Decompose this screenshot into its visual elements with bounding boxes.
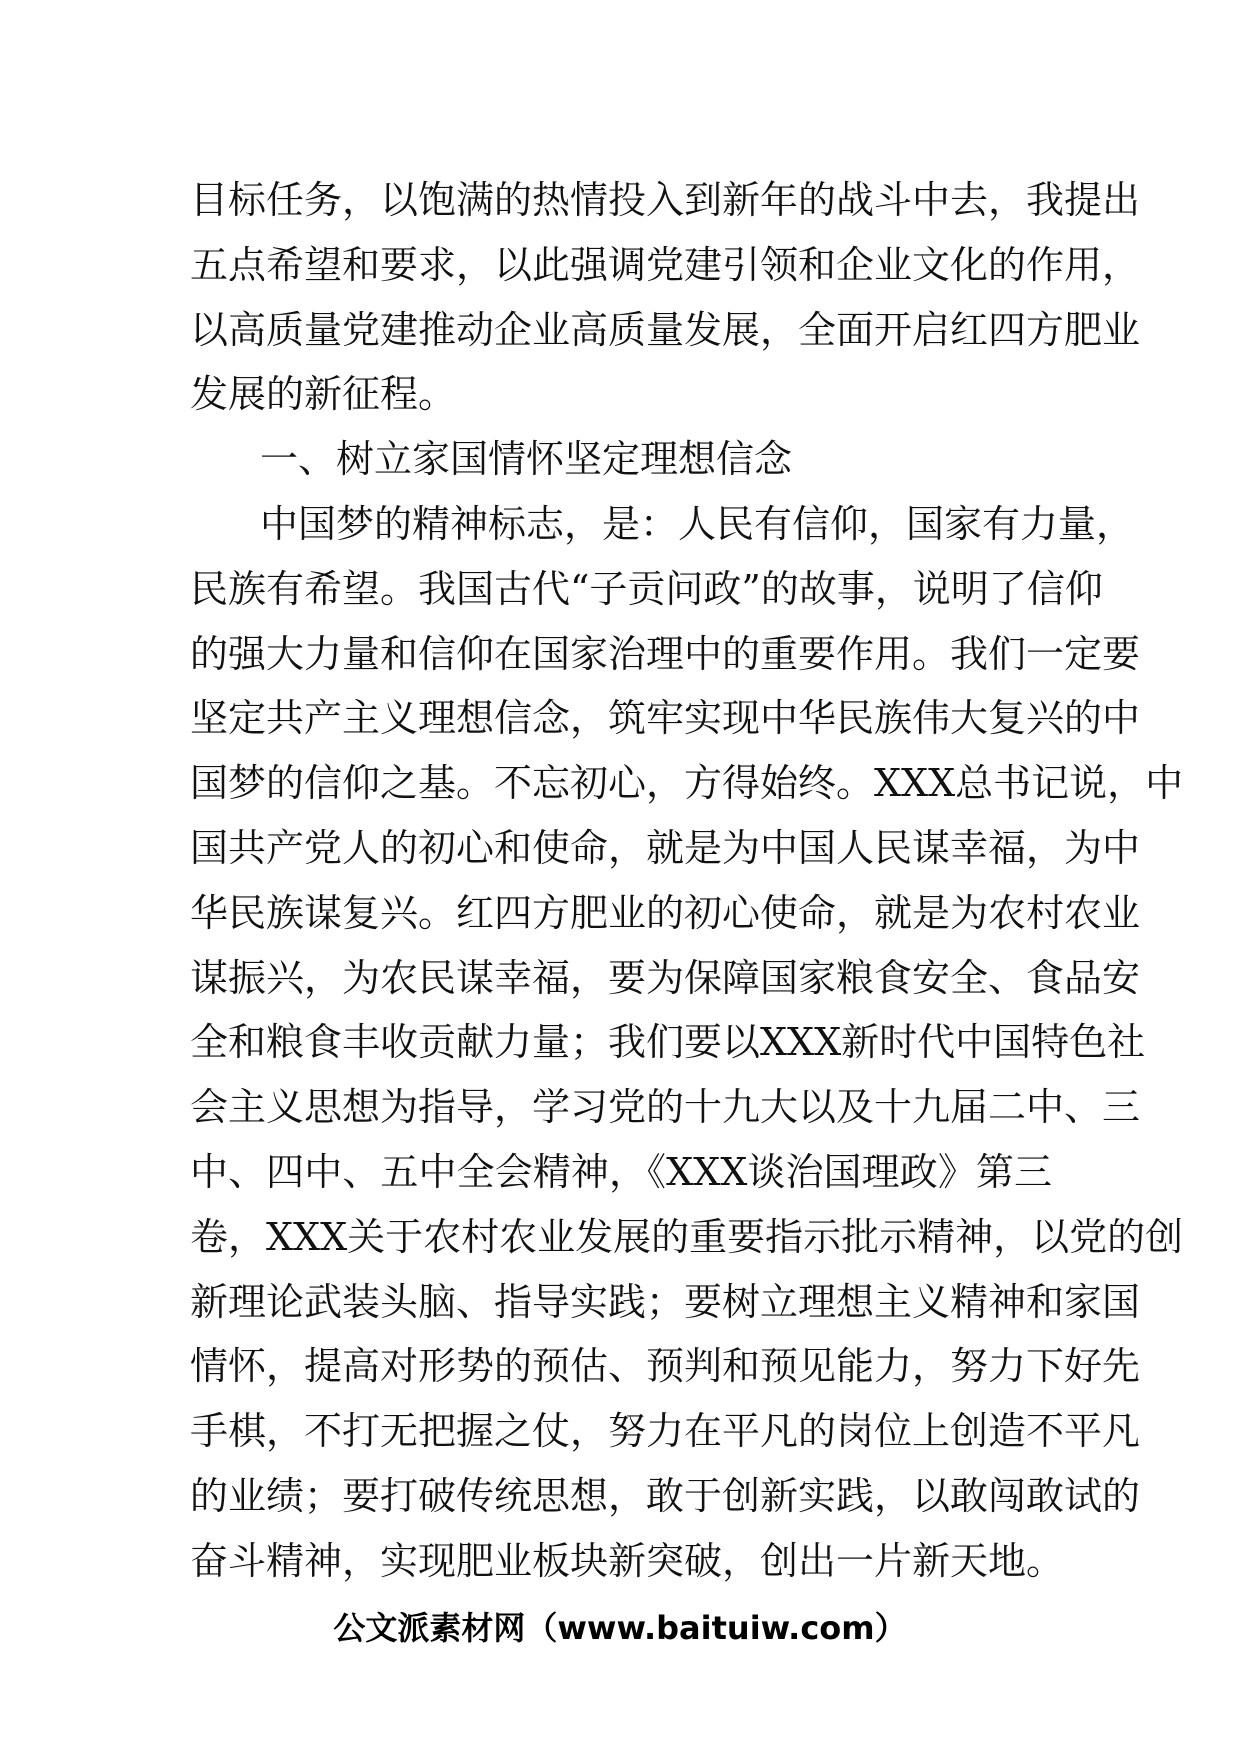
text-line: 五点希望和要求，以此强调党建引领和企业文化的作用， <box>190 242 1141 287</box>
text-line: 谋振兴，为农民谋幸福，要为保障国家粮食安全、食品安 <box>190 955 1141 1000</box>
text-line: 的业绩；要打破传统思想，敢于创新实践，以敢闯敢试的 <box>190 1473 1141 1518</box>
text-line: 会主义思想为指导，学习党的十九大以及十九届二中、三 <box>190 1085 1141 1130</box>
document-body <box>190 168 1184 1594</box>
text-line: 卷，XXX关于农村农业发展的重要指示批示精神，以党的创 <box>190 1214 1184 1259</box>
text-line: 民族有希望。我国古代“子贡问政”的故事，说明了信仰 <box>190 566 1103 611</box>
text-line: 中国梦的精神标志，是：人民有信仰，国家有力量， <box>260 501 1135 546</box>
text-line: 手棋，不打无把握之仗，努力在平凡的岗位上创造不平凡 <box>190 1409 1141 1454</box>
text-line: 中、四中、五中全会精神，《XXX谈治国理政》第三 <box>190 1149 1052 1194</box>
text-line: 国梦的信仰之基。不忘初心，方得始终。XXX总书记说，中 <box>190 761 1184 806</box>
text-line: 的强大力量和信仰在国家治理中的重要作用。我们一定要 <box>190 631 1141 676</box>
section-heading: 一、树立家国情怀坚定理想信念 <box>260 437 793 482</box>
text-line: 奋斗精神，实现肥业板块新突破，创出一片新天地。 <box>190 1538 1065 1583</box>
text-line: 发展的新征程。 <box>190 372 457 417</box>
text-line: 全和粮食丰收贡献力量；我们要以XXX新时代中国特色社 <box>190 1020 1146 1065</box>
text-line: 坚定共产主义理想信念，筑牢实现中华民族伟大复兴的中 <box>190 696 1141 741</box>
text-line: 华民族谋复兴。红四方肥业的初心使命，就是为农村农业 <box>190 890 1141 935</box>
text-line: 新理论武装头脑、指导实践；要树立理想主义精神和家国 <box>190 1279 1141 1324</box>
text-line: 情怀，提高对形势的预估、预判和预见能力，努力下好先 <box>190 1344 1141 1389</box>
text-line: 以高质量党建推动企业高质量发展，全面开启红四方肥业 <box>190 307 1141 352</box>
text-line: 目标任务，以饱满的热情投入到新年的战斗中去，我提出 <box>190 178 1141 222</box>
footer-watermark: 公文派素材网（www.baituiw.com） <box>333 1609 907 1647</box>
text-line: 国共产党人的初心和使命，就是为中国人民谋幸福，为中 <box>190 825 1141 870</box>
